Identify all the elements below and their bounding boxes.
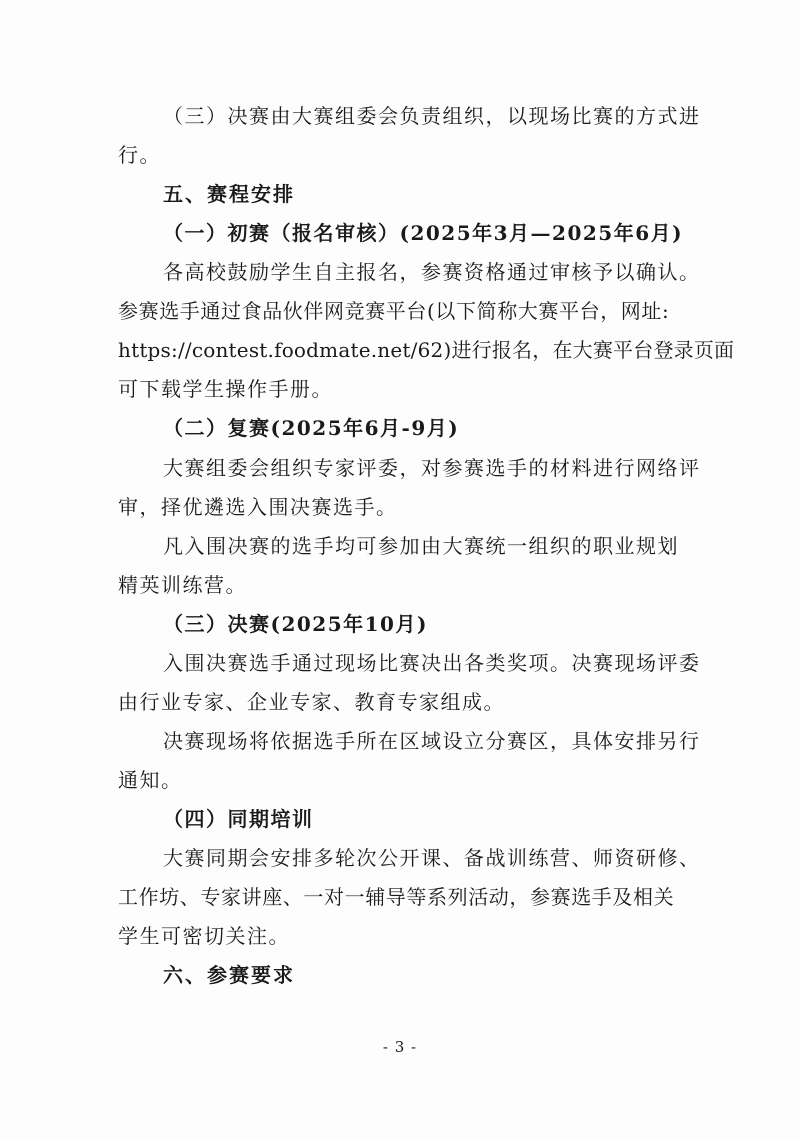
subsection-title-preliminary: （一）初赛（报名审核）(2025年3月—2025年6月) — [163, 221, 684, 245]
paragraph-line: （三）决赛由大赛组委会负责组织，以现场比赛的方式进 — [163, 104, 701, 128]
paragraph-line: 工作坊、专家讲座、一对一辅导等系列活动，参赛选手及相关 — [118, 885, 675, 909]
paragraph-line-url: https://contest.foodmate.net/62)进行报名，在大赛平台登录页面 — [118, 338, 735, 362]
paragraph-line: 精英训练营。 — [118, 573, 247, 597]
paragraph-line: 入围决赛选手通过现场比赛决出各类奖项。决赛现场评委 — [163, 651, 701, 675]
subsection-title-final: （三）决赛(2025年10月) — [163, 612, 428, 636]
paragraph-line: 审，择优遴选入围决赛选手。 — [118, 495, 398, 519]
paragraph-line: 行。 — [118, 143, 161, 167]
paragraph-line: 参赛选手通过食品伙伴网竞赛平台(以下简称大赛平台，网址: — [118, 299, 670, 323]
paragraph-line: 可下载学生操作手册。 — [118, 377, 333, 401]
subsection-title-training: （四）同期培训 — [163, 807, 314, 831]
paragraph-line: 大赛同期会安排多轮次公开课、备战训练营、师资研修、 — [163, 846, 701, 870]
paragraph-line: 由行业专家、企业专家、教育专家组成。 — [118, 690, 505, 714]
paragraph-line: 各高校鼓励学生自主报名，参赛资格通过审核予以确认。 — [163, 260, 701, 284]
paragraph-line: 学生可密切关注。 — [118, 924, 290, 948]
page-number: - 3 - — [382, 1038, 418, 1056]
paragraph-line: 决赛现场将依据选手所在区域设立分赛区，具体安排另行 — [163, 729, 701, 753]
section-heading-6: 六、参赛要求 — [163, 963, 295, 987]
subsection-title-semifinal: （二）复赛(2025年6月-9月) — [163, 416, 460, 440]
paragraph-line: 通知。 — [118, 768, 183, 792]
section-heading-5: 五、赛程安排 — [163, 182, 295, 206]
paragraph-line: 凡入围决赛的选手均可参加由大赛统一组织的职业规划 — [163, 534, 679, 558]
paragraph-line: 大赛组委会组织专家评委，对参赛选手的材料进行网络评 — [163, 456, 701, 480]
